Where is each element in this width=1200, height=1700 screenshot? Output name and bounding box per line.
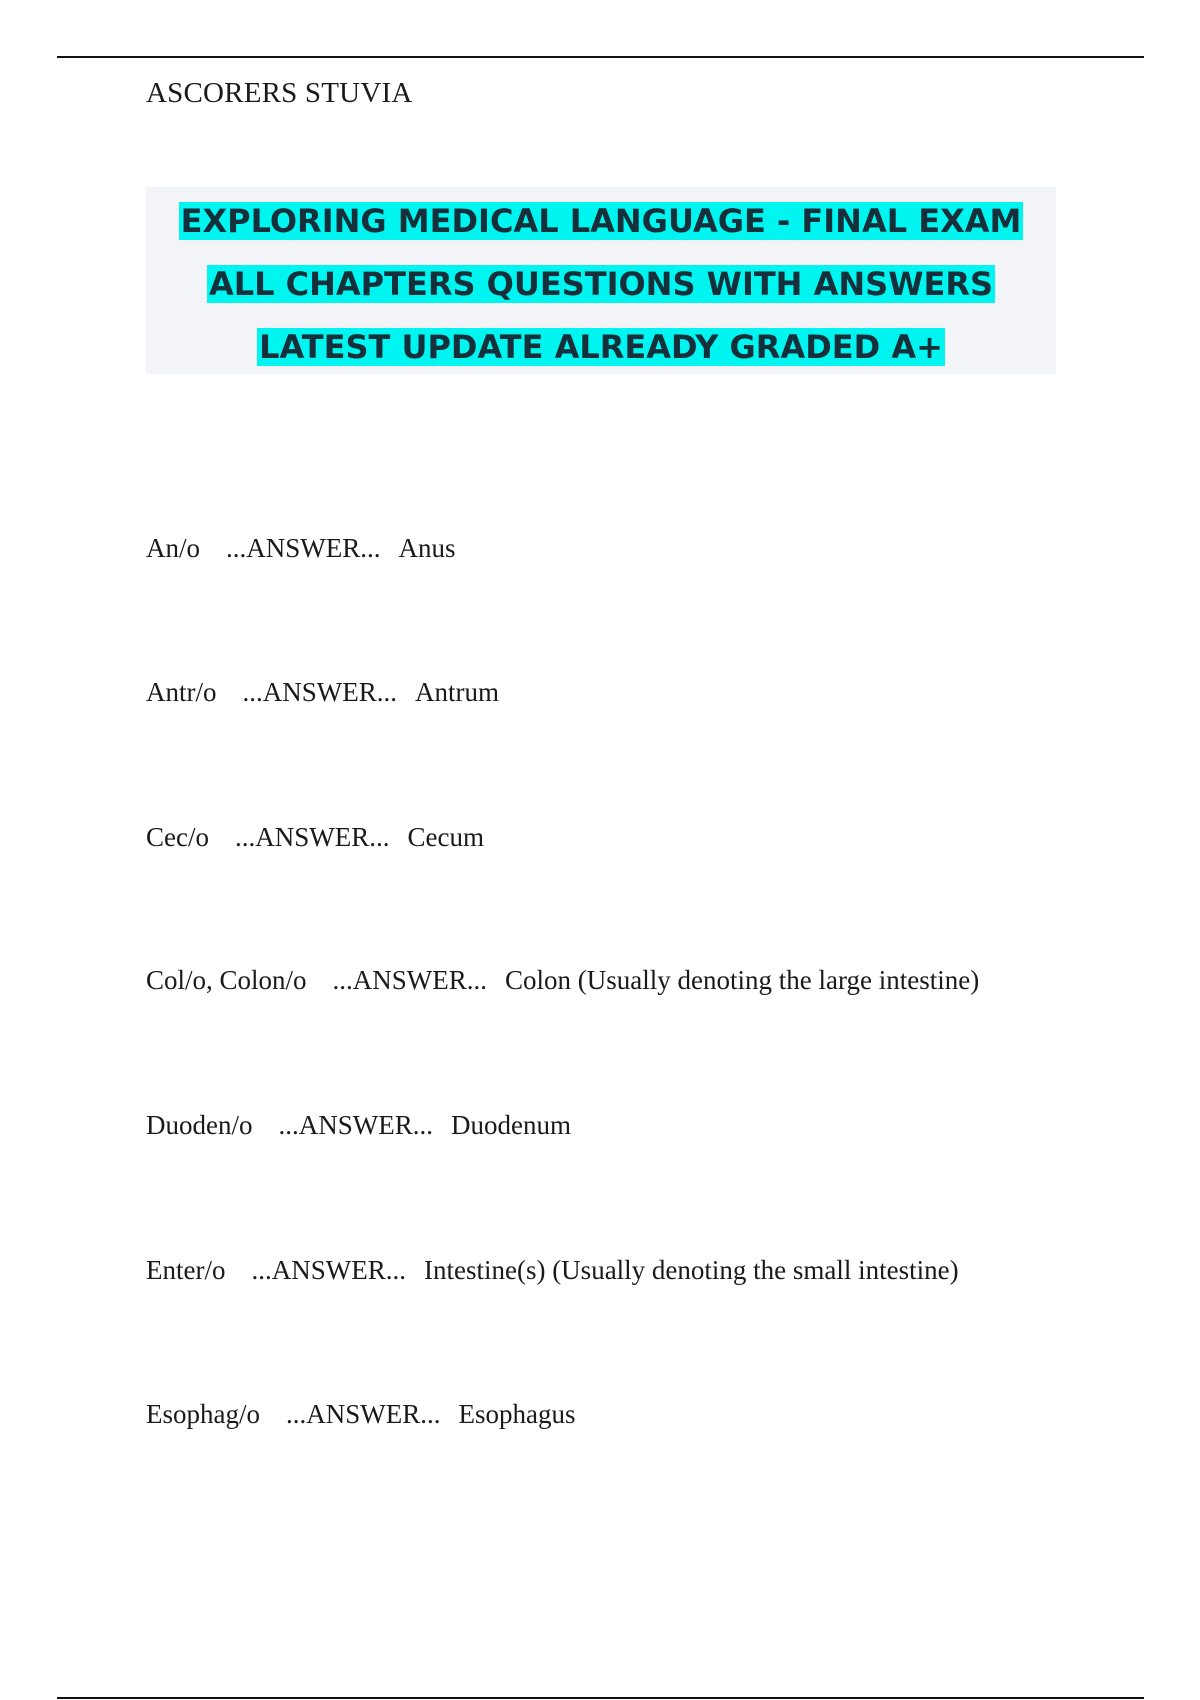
title-line xyxy=(146,316,1056,379)
qa-term: Cec/o xyxy=(146,822,209,852)
qa-term: Antr/o xyxy=(146,677,217,707)
title-line-text: EXPLORING MEDICAL LANGUAGE - FINAL EXAM xyxy=(180,202,1022,240)
qa-item xyxy=(146,1253,959,1287)
qa-answer: Colon (Usually denoting the large intestine) xyxy=(505,965,980,995)
title-line xyxy=(146,190,1056,253)
qa-separator: ...ANSWER... xyxy=(332,965,488,995)
title-line xyxy=(146,253,1056,316)
qa-separator: ...ANSWER... xyxy=(251,1255,406,1285)
top-divider xyxy=(57,56,1144,58)
qa-answer: Intestine(s) (Usually denoting the small intestine) xyxy=(423,1255,959,1285)
qa-item xyxy=(146,675,499,709)
qa-term: An/o xyxy=(146,533,200,563)
qa-term: Esophag/o xyxy=(146,1399,260,1429)
qa-item xyxy=(146,1108,571,1142)
qa-item xyxy=(146,1397,576,1431)
qa-term: Col/o, Colon/o xyxy=(146,965,307,995)
title-line-text: ALL CHAPTERS QUESTIONS WITH ANSWERS xyxy=(208,265,994,303)
title-line-text: LATEST UPDATE ALREADY GRADED A+ xyxy=(259,328,943,366)
bottom-divider xyxy=(57,1697,1144,1699)
title-block xyxy=(146,187,1056,374)
qa-item xyxy=(146,531,456,565)
qa-item xyxy=(146,963,979,997)
qa-term: Enter/o xyxy=(146,1255,226,1285)
qa-answer: Anus xyxy=(398,533,456,563)
document-header: ASCORERS STUVIA xyxy=(146,77,413,109)
qa-separator: ...ANSWER... xyxy=(226,533,381,563)
qa-answer: Cecum xyxy=(407,822,484,852)
qa-separator: ...ANSWER... xyxy=(242,677,397,707)
qa-answer: Duodenum xyxy=(450,1110,571,1140)
qa-answer: Antrum xyxy=(415,677,499,707)
qa-term: Duoden/o xyxy=(146,1110,253,1140)
qa-item xyxy=(146,820,484,854)
qa-separator: ...ANSWER... xyxy=(278,1110,433,1140)
qa-separator: ...ANSWER... xyxy=(234,822,390,852)
qa-separator: ...ANSWER... xyxy=(286,1399,441,1429)
qa-answer: Esophagus xyxy=(458,1399,576,1429)
